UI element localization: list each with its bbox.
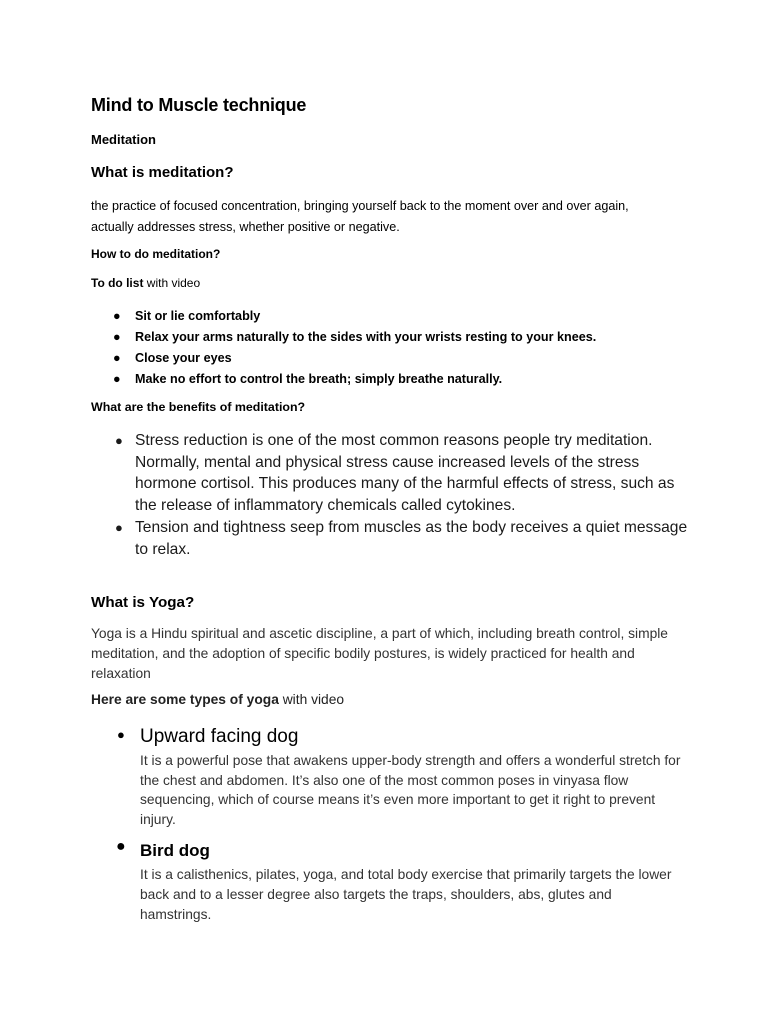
bullet-icon: ●: [113, 372, 121, 386]
todo-list-heading: [91, 276, 200, 290]
todo-item-text: Sit or lie comfortably: [135, 309, 261, 323]
bullet-icon: ●: [113, 330, 121, 344]
bullet-icon: ●: [113, 351, 121, 365]
todo-item-text: Close your eyes: [135, 351, 232, 365]
how-to-meditate-heading: How to do meditation?: [91, 247, 221, 261]
todo-list: [113, 306, 713, 390]
list-item: [113, 517, 693, 560]
bullet-icon: ●: [115, 433, 123, 448]
yoga-type-description: It is a calisthenics, pilates, yoga, and total body exercise that primarily targets the lower back and to a lesser degree also targets the traps, shoulders, abs, glutes and hamstrings.: [140, 867, 672, 922]
list-item: [113, 327, 713, 348]
benefit-text: Stress reduction is one of the most common reasons people try meditation. Normally, mental and physical stress cause increased levels of the stress hormone cortisol. This produces many of the harmful effects of stress, such as the release of inflammatory chemicals called cytokines.: [135, 432, 675, 515]
yoga-types-bold: Here are some types of yoga: [91, 692, 279, 707]
yoga-type-name: Bird dog: [140, 841, 210, 861]
list-item: [113, 430, 693, 517]
yoga-type-name: Upward facing dog: [140, 726, 299, 747]
list-item: [113, 306, 713, 327]
what-is-yoga-heading: What is Yoga?: [91, 594, 195, 611]
benefits-heading: What are the benefits of meditation?: [91, 400, 306, 414]
bullet-icon: ●: [116, 838, 126, 856]
bullet-icon: ●: [117, 727, 125, 742]
benefits-list: [113, 430, 693, 560]
yoga-types-suffix: with video: [278, 692, 345, 707]
yoga-types-heading: [91, 692, 344, 707]
list-item: [113, 724, 683, 829]
yoga-definition: Yoga is a Hindu spiritual and ascetic discipline, a part of which, including breath control, simple meditation, and the adoption of specific bodily postures, is widely practiced for health and relaxation: [91, 626, 668, 681]
meditation-heading: Meditation: [91, 132, 156, 147]
list-item: [113, 348, 713, 369]
todo-item-text: Make no effort to control the breath; simply breathe naturally.: [135, 372, 503, 386]
what-is-meditation-heading: What is meditation?: [91, 164, 234, 181]
todo-item-text: Relax your arms naturally to the sides with your wrists resting to your knees.: [135, 330, 597, 344]
yoga-types-list: [113, 724, 683, 924]
todo-list-suffix: with video: [143, 276, 201, 290]
meditation-definition: the practice of focused concentration, bringing yourself back to the moment over and over again, actually addresses stress, whether positive or negative.: [91, 199, 629, 234]
todo-list-bold: To do list: [91, 276, 144, 290]
bullet-icon: ●: [115, 519, 123, 535]
page-title: Mind to Muscle technique: [91, 95, 307, 115]
list-item: [113, 369, 713, 390]
yoga-type-description: It is a powerful pose that awakens upper-body strength and offers a wonderful stretch for the chest and abdomen. It’s also one of the most common poses in vinyasa flow sequencing, which of course means it’s even more important to get it right to prevent injury.: [140, 753, 681, 827]
bullet-icon: ●: [113, 309, 121, 323]
list-item: [113, 838, 683, 924]
benefit-text: Tension and tightness seep from muscles as the body receives a quiet message to relax.: [135, 518, 688, 558]
